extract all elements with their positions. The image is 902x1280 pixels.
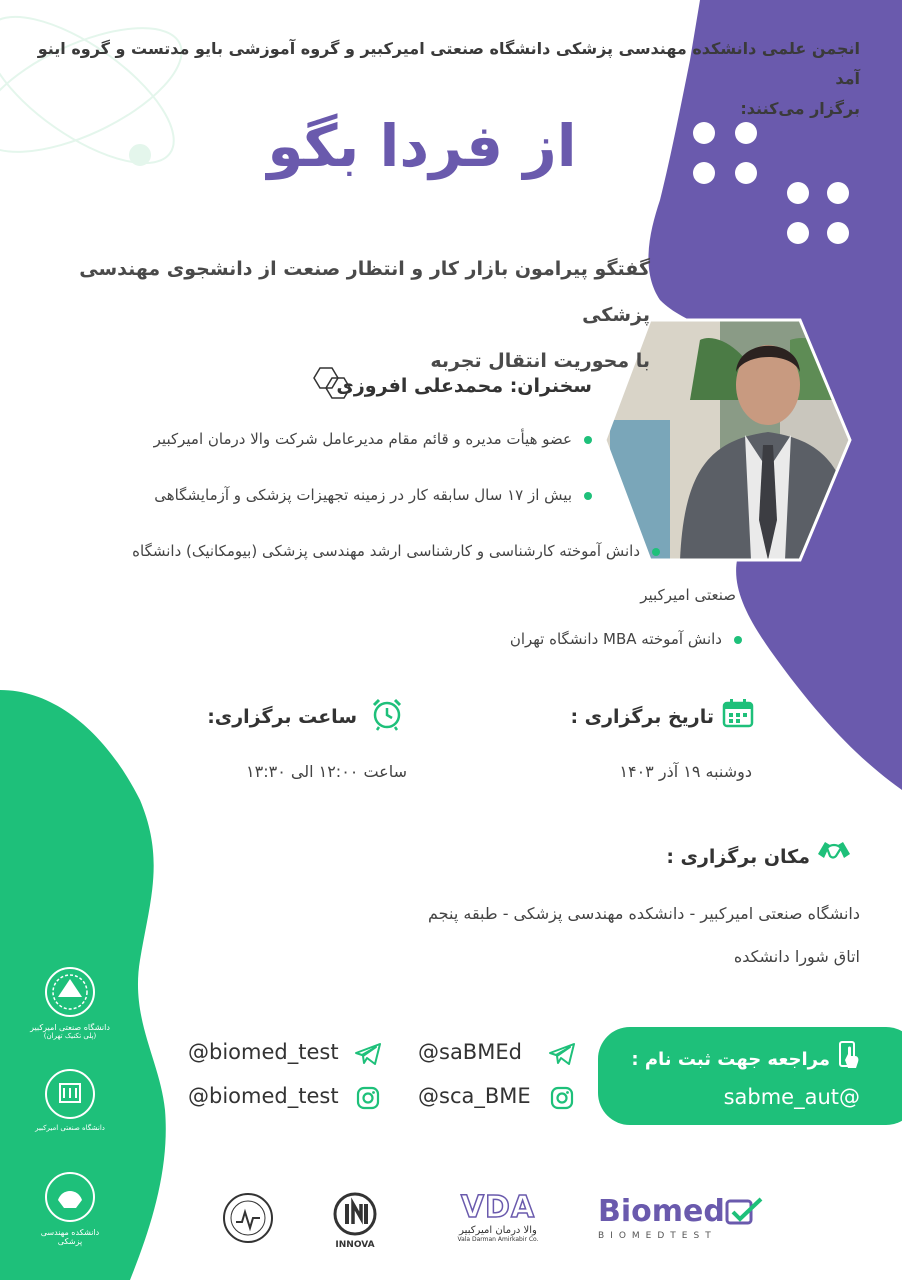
subtitle-line-1: گفتگو پیرامون بازار کار و انتظار صنعت از دانشجوی مهندسی پزشکی: [79, 258, 650, 326]
ssa-emblem-icon: [220, 1188, 276, 1248]
instagram-handle-left[interactable]: @biomed_test: [188, 1084, 339, 1108]
speaker-bullet-4: دانش آموخته MBA دانشگاه تهران: [282, 622, 742, 656]
innova-name: INNOVA: [335, 1240, 375, 1250]
aut-emblem-icon: [28, 1068, 112, 1120]
speaker-bullet-3-cont: صنعتی امیرکبیر: [640, 586, 736, 604]
checkmark-box-icon: [725, 1197, 765, 1227]
place-line-1: دانشگاه صنعتی امیرکبیر - دانشکده مهندسی پزشکی - طبقه پنجم: [428, 904, 860, 923]
aut-logo-1-sub: (پلی تکنیک تهران): [43, 1032, 97, 1040]
calendar-icon: [722, 698, 754, 728]
bullet-dot: [734, 636, 742, 644]
intro-text: [30, 34, 860, 124]
telegram-handle-mid[interactable]: @saBMEd: [418, 1040, 522, 1064]
speaker-bullet-1: عضو هیأت مدیره و قائم مقام مدیرعامل شرکت والا درمان امیرکبیر: [32, 422, 592, 456]
handshake-icon: [816, 836, 852, 864]
innova-logo: [330, 1192, 380, 1250]
speaker-bullet-2: بیش از ۱۷ سال سابقه کار در زمینه تجهیزات پزشکی و آزمایشگاهی: [32, 478, 592, 512]
bullet-dot: [584, 436, 592, 444]
aut-logo-1-name: دانشگاه صنعتی امیرکبیر: [30, 1023, 110, 1032]
bme-faculty-name: دانشکده مهندسی پزشکی: [40, 1228, 100, 1246]
aut-emblem-icon: [28, 965, 112, 1019]
instagram-icon: [550, 1086, 574, 1110]
biomed-sub: BIOMEDTEST: [598, 1231, 717, 1241]
mobile-tap-icon: [836, 1040, 862, 1070]
alarm-clock-icon: [370, 697, 404, 731]
vda-mark: VDA: [460, 1190, 536, 1225]
vda-fa-name: والا درمان امیرکبیر: [459, 1225, 537, 1236]
instagram-icon: [356, 1086, 380, 1110]
instagram-handle-mid[interactable]: @sca_BME: [418, 1084, 531, 1108]
telegram-handle-left[interactable]: @biomed_test: [188, 1040, 339, 1064]
time-value: ساعت ۱۲:۰۰ الی ۱۳:۳۰: [246, 762, 407, 781]
bullet-dot: [584, 492, 592, 500]
date-label: تاریخ برگزاری :: [570, 706, 714, 728]
bme-emblem-icon: [28, 1170, 112, 1224]
speaker-bullet-3: دانش آموخته کارشناسی و کارشناسی ارشد مهندسی پزشکی (بیومکانیک) دانشگاه: [20, 534, 660, 568]
vda-en-name: Vala Darman Amirkabir Co.: [457, 1236, 539, 1243]
subtitle-line-2: با محوریت انتقال تجربه: [430, 350, 650, 372]
register-label: مراجعه جهت ثبت نام :: [631, 1049, 830, 1070]
intro-line-1: انجمن علمی دانشکده مهندسی پزشکی دانشگاه صنعتی امیرکبیر و گروه آموزشی بایو مدتست و گروه اینو آمد: [37, 39, 860, 88]
aut-logo-2-name: دانشگاه صنعتی امیرکبیر: [35, 1124, 105, 1132]
telegram-icon: [354, 1042, 382, 1066]
intro-line-2: برگزار می‌کنند:: [740, 99, 860, 118]
dots-decoration: [690, 118, 860, 253]
place-line-2: اتاق شورا دانشکده: [733, 947, 860, 966]
bullet-dot: [652, 548, 660, 556]
place-label: مکان برگزاری :: [666, 846, 810, 868]
biomed-mark: Biomed: [598, 1194, 725, 1229]
innova-emblem-icon: [330, 1192, 380, 1236]
biomed-logo: [598, 1194, 774, 1241]
aut-logo-2: [28, 1068, 112, 1132]
time-label: ساعت برگزاری:: [207, 706, 357, 728]
vda-logo: [450, 1190, 546, 1243]
event-title: از فردا بگو: [267, 112, 577, 180]
speaker-label: سخنران: محمدعلی افروزی: [336, 375, 592, 397]
date-value: دوشنبه ۱۹ آذر ۱۴۰۳: [619, 762, 752, 781]
bme-faculty-logo: [28, 1170, 112, 1246]
aut-logo-1: [28, 965, 112, 1040]
register-handle[interactable]: @sabme_aut: [723, 1085, 860, 1109]
